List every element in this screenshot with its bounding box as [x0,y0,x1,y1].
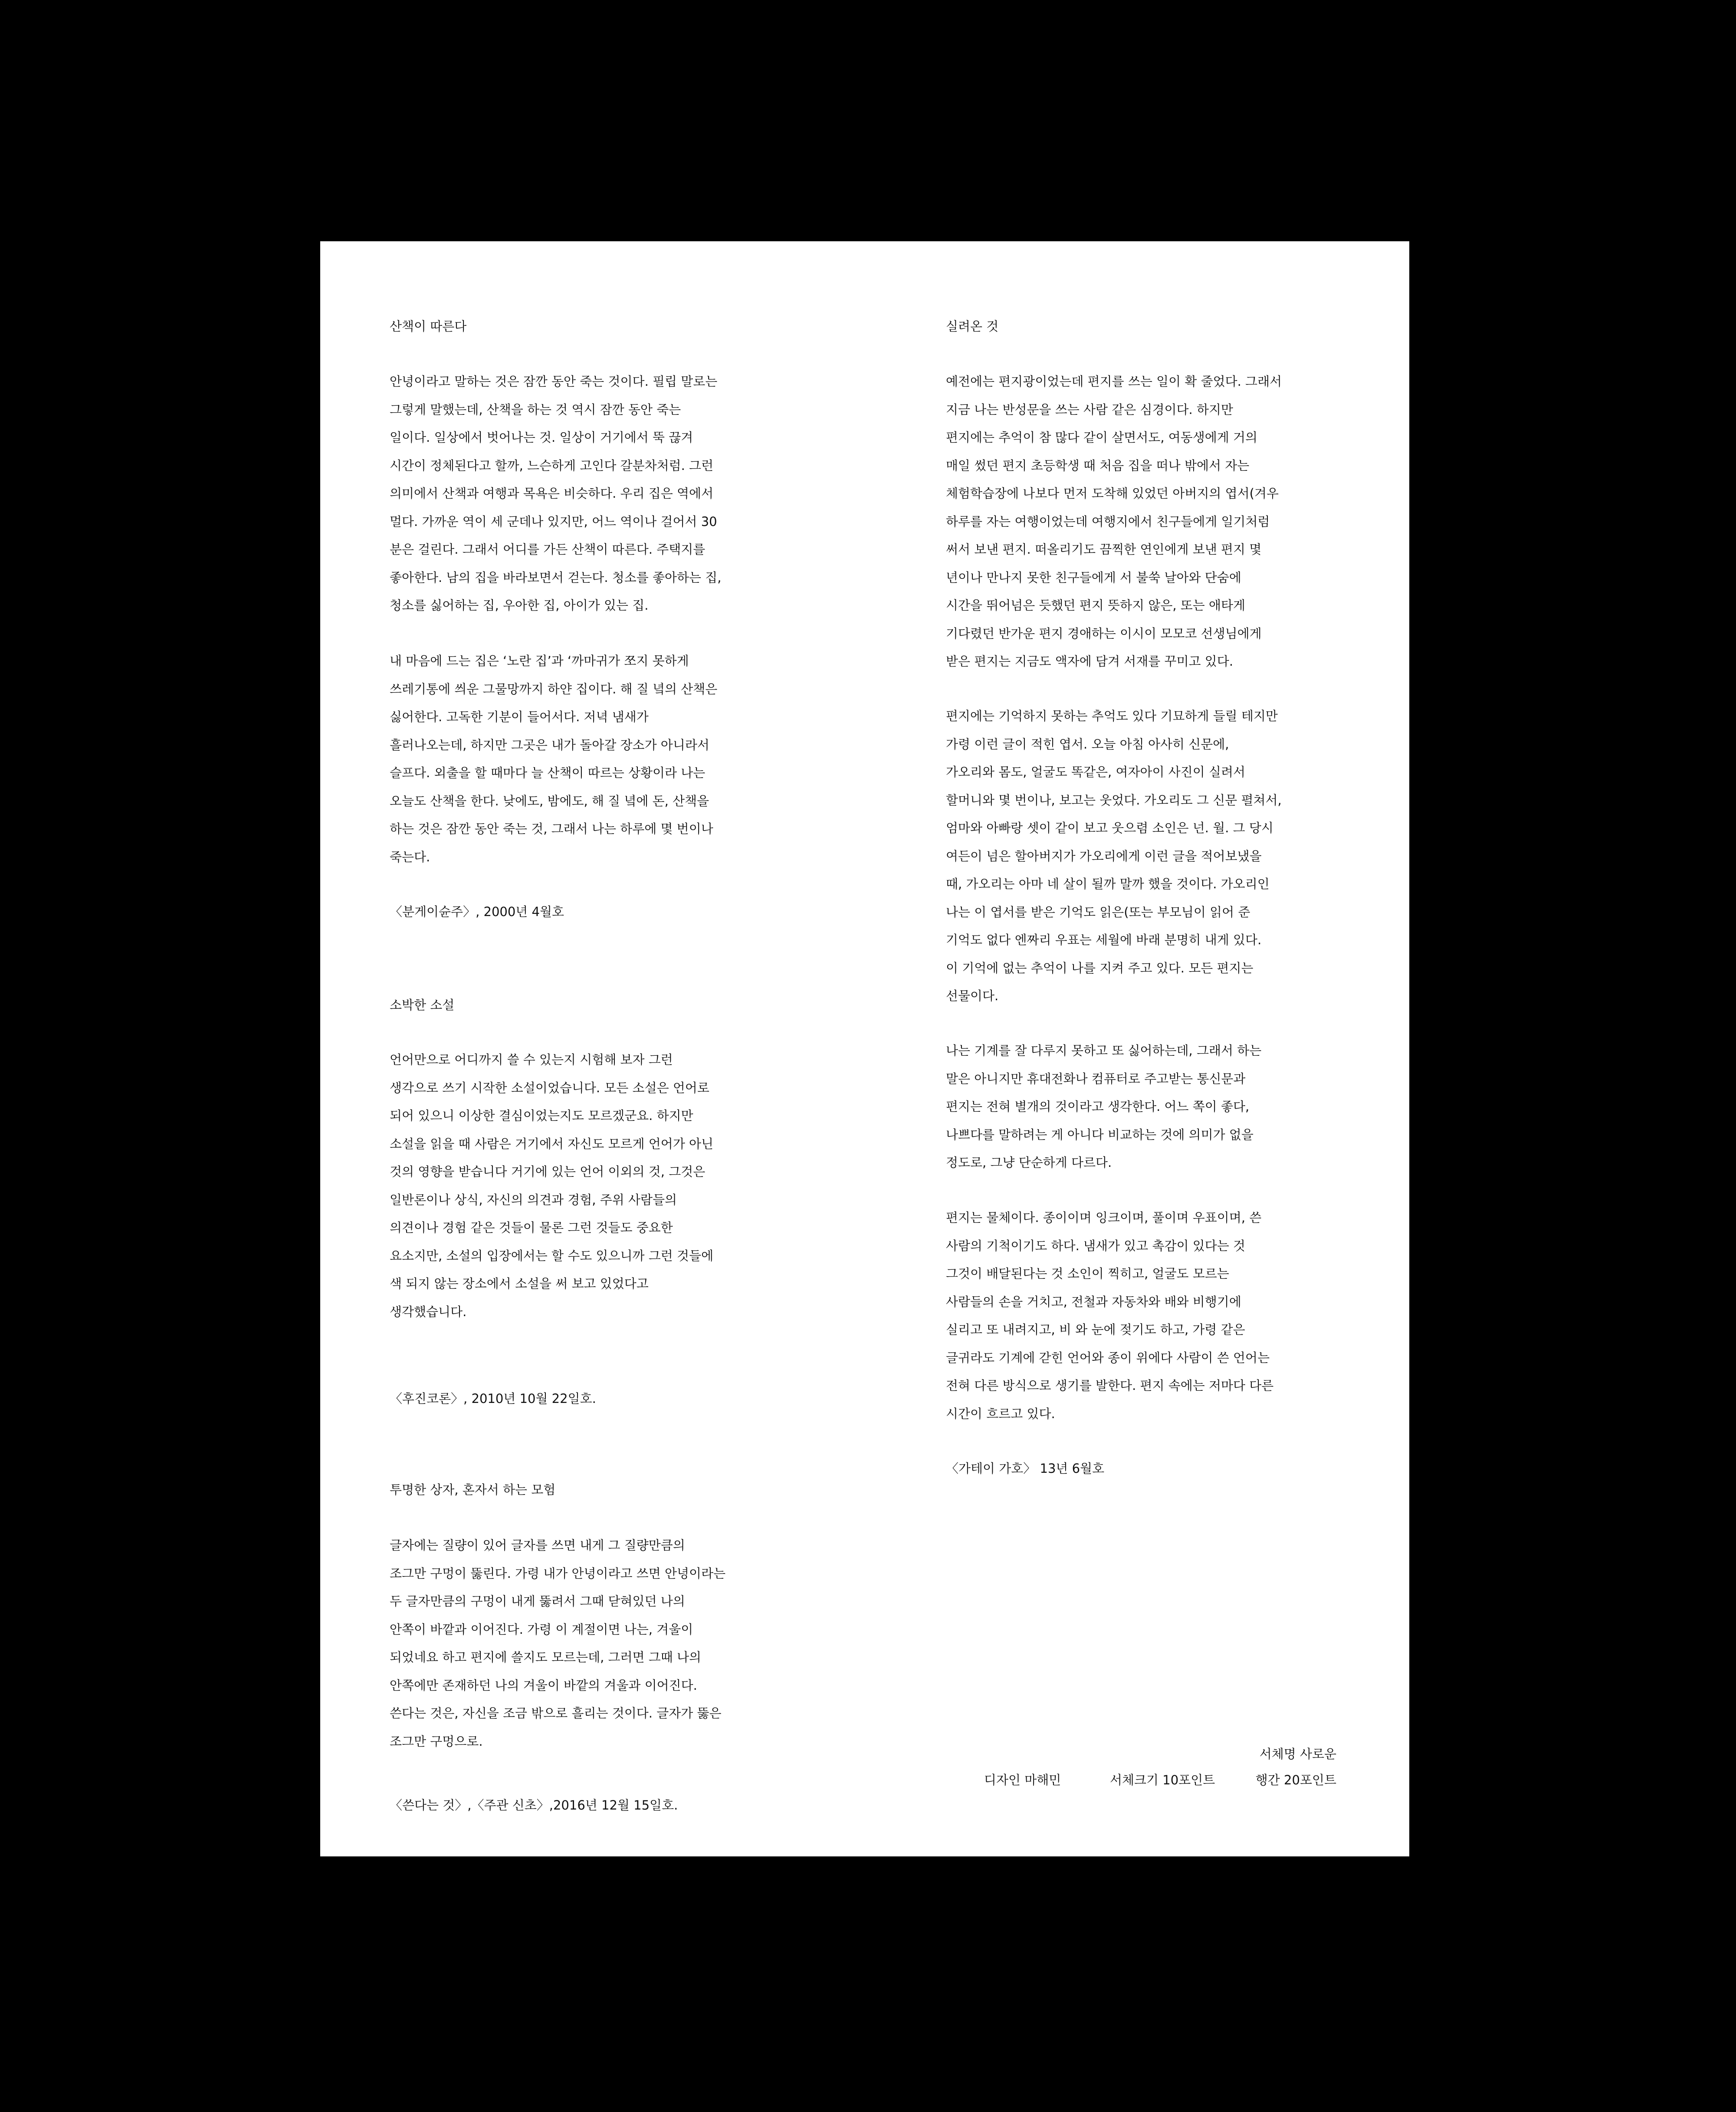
article-title: 투명한 상자, 혼자서 하는 모험 [390,1482,556,1497]
text-line: 쓰레기통에 씌운 그물망까지 하얀 집이다. 해 질 녘의 산책은 [390,681,718,696]
text-line: 그것이 배달된다는 것 소인이 찍히고, 얼굴도 모르는 [946,1266,1229,1281]
text-line: 것의 영향을 받습니다 거기에 있는 언어 이외의 것, 그것은 [390,1164,706,1179]
colophon-designer: 디자인 마해민 [984,1773,1061,1787]
text-line: 년이나 만나지 못한 친구들에게 서 불쑥 날아와 단숨에 [946,570,1241,585]
colophon-leading: 행간 20포인트 [1255,1773,1336,1787]
text-line: 선물이다. [946,989,999,1003]
text-line: 기억도 없다 엔짜리 우표는 세월에 바래 분명히 내게 있다. [946,933,1262,947]
text-line: 요소지만, 소설의 입장에서는 할 수도 있으니까 그런 것들에 [390,1248,714,1263]
text-line: 그렇게 말했는데, 산책을 하는 것 역시 잠깐 동안 죽는 [390,402,681,417]
text-line: 색 되지 않는 장소에서 소설을 써 보고 있었다고 [390,1276,649,1291]
text-line: 쓴다는 것은, 자신을 조금 밖으로 흘리는 것이다. 글자가 뚫은 [390,1706,722,1721]
article-title: 실려온 것 [946,319,999,334]
paragraph [946,1037,1261,1177]
text-line: 가령 이런 글이 적힌 엽서. 오늘 아침 아사히 신문에, [946,736,1229,752]
paragraph [390,368,722,620]
text-line: 말은 아니지만 휴대전화나 컴퓨터로 주고받는 통신문과 [946,1071,1246,1086]
text-line: 사람들의 손을 거치고, 전철과 자동차와 배와 비행기에 [946,1294,1241,1309]
colophon-font-size: 서체크기 10포인트 [1110,1773,1215,1787]
text-line: 시간이 정체된다고 할까, 느슨하게 고인다 갈분차처럼. 그런 [390,458,714,473]
text-line: 전혀 다른 방식으로 생기를 발한다. 편지 속에는 저마다 다른 [946,1378,1274,1393]
article-title: 소박한 소설 [390,998,455,1012]
text-line: 의미에서 산책과 여행과 목욕은 비슷하다. 우리 집은 역에서 [390,486,714,501]
article-source: 〈분게이슌주〉, 2000년 4월호 [390,904,564,919]
text-line: 오늘도 산책을 한다. 낮에도, 밤에도, 해 질 녘에 돈, 산책을 [390,793,709,808]
text-line: 편지에는 기억하지 못하는 추억도 있다 기묘하게 들릴 테지만 [946,709,1278,723]
paragraph [946,702,1282,1010]
text-line: 글귀라도 기계에 갇힌 언어와 종이 위에다 사람이 쓴 언어는 [946,1350,1270,1365]
colophon-typeface: 서체명 사로운 [1259,1747,1336,1761]
text-line: 생각으로 쓰기 시작한 소설이었습니다. 모든 소설은 언어로 [390,1080,709,1095]
text-line: 일반론이나 상식, 자신의 의견과 경험, 주위 사람들의 [390,1192,677,1207]
paragraph [390,1046,713,1326]
text-line: 하루를 자는 여행이었는데 여행지에서 친구들에게 일기처럼 [946,514,1270,529]
article-title: 산책이 따른다 [390,319,467,334]
text-line: 조그만 구멍으로. [390,1734,483,1749]
text-line: 엄마와 아빠랑 셋이 같이 보고 웃으렴 소인은 넌. 월. 그 당시 [946,821,1273,835]
article-source: 〈쓴다는 것〉,〈주관 신초〉,2016년 12월 15일호. [390,1798,678,1813]
text-line: 나쁘다를 말하려는 게 아니다 비교하는 것에 의미가 없을 [946,1127,1254,1142]
text-line: 받은 편지는 지금도 액자에 담겨 서재를 꾸미고 있다. [946,654,1234,669]
text-line: 소설을 읽을 때 사람은 거기에서 자신도 모르게 언어가 아닌 [390,1136,714,1151]
paragraph [946,1204,1273,1428]
text-line: 안쪽에만 존재하던 나의 겨울이 바깥의 겨울과 이어진다. [390,1678,697,1693]
text-line: 언어만으로 어디까지 쓸 수 있는지 시험해 보자 그런 [390,1052,673,1067]
text-line: 정도로, 그냥 단순하게 다르다. [946,1155,1112,1170]
text-line: 청소를 싫어하는 집, 우아한 집, 아이가 있는 집. [390,598,649,613]
text-line: 조그만 구멍이 뚫린다. 가령 내가 안녕이라고 쓰면 안녕이라는 [390,1566,726,1581]
paragraph [946,368,1282,676]
text-line: 사람의 기척이기도 하다. 냄새가 있고 촉감이 있다는 것 [946,1238,1246,1253]
text-line: 편지는 물체이다. 종이이며 잉크이며, 풀이며 우표이며, 쓴 [946,1210,1262,1225]
text-line: 글자에는 질량이 있어 글자를 쓰면 내게 그 질량만큼의 [390,1538,685,1553]
document-page [320,241,1409,1856]
text-line: 생각했습니다. [390,1304,467,1319]
text-line: 좋아한다. 남의 집을 바라보면서 걷는다. 청소를 좋아하는 집, [390,570,722,585]
text-line: 실리고 또 내려지고, 비 와 눈에 젖기도 하고, 가령 같은 [946,1322,1245,1337]
text-line: 체험학습장에 나보다 먼저 도착해 있었던 아버지의 엽서(겨우 [946,486,1279,501]
text-line: 시간이 흐르고 있다. [946,1406,1055,1421]
text-line: 안녕이라고 말하는 것은 잠깐 동안 죽는 것이다. 필립 말로는 [390,374,718,389]
text-line: 내 마음에 드는 집은 ‘노란 집’과 ‘까마귀가 쪼지 못하게 [390,654,689,668]
text-line: 싫어한다. 고독한 기분이 들어서다. 저녁 냄새가 [390,709,649,724]
text-line: 여든이 넘은 할아버지가 가오리에게 이런 글을 적어보냈을 [946,848,1262,864]
text-line: 가오리와 몸도, 얼굴도 똑같은, 여자아이 사진이 실려서 [946,765,1246,779]
text-line: 하는 것은 잠깐 동안 죽는 것, 그래서 나는 하루에 몇 번이나 [390,821,713,836]
text-line: 되어 있으니 이상한 결심이었는지도 모르겠군요. 하지만 [390,1108,693,1123]
text-line: 멀다. 가까운 역이 세 군데나 있지만, 어느 역이나 걸어서 30 [390,514,717,529]
text-line: 매일 썼던 편지 초등학생 때 처음 집을 떠나 밖에서 자는 [946,458,1250,473]
text-line: 이 기억에 없는 추억이 나를 지켜 주고 있다. 모든 편지는 [946,960,1254,976]
text-line: 편지에는 추억이 참 많다 같이 살면서도, 여동생에게 거의 [946,430,1258,445]
text-line: 지금 나는 반성문을 쓰는 사람 같은 심경이다. 하지만 [946,402,1234,417]
text-line: 의견이나 경험 같은 것들이 물론 그런 것들도 중요한 [390,1220,673,1235]
text-line: 예전에는 편지광이었는데 편지를 쓰는 일이 확 줄었다. 그래서 [946,374,1282,389]
text-line: 써서 보낸 편지. 떠올리기도 끔찍한 연인에게 보낸 편지 몇 [946,542,1262,557]
text-line: 기다렸던 반가운 편지 경애하는 이시이 모모코 선생님에게 [946,626,1262,641]
paragraph [390,1531,725,1755]
text-line: 흘러나오는데, 하지만 그곳은 내가 돌아갈 장소가 아니라서 [390,737,709,752]
text-line: 할머니와 몇 번이나, 보고는 웃었다. 가오리도 그 신문 펼쳐서, [946,792,1282,808]
text-line: 슬프다. 외출을 할 때마다 늘 산책이 따르는 상황이라 나는 [390,765,706,780]
text-line: 분은 걸린다. 그래서 어디를 가든 산책이 따른다. 주택지를 [390,542,706,557]
text-line: 때, 가오리는 아마 네 살이 될까 말까 했을 것이다. 가오리인 [946,877,1270,891]
text-line: 시간을 뛰어넘은 듯했던 편지 뜻하지 않은, 또는 애타게 [946,598,1246,613]
text-line: 편지는 전혀 별개의 것이라고 생각한다. 어느 쪽이 좋다, [946,1099,1250,1114]
text-line: 일이다. 일상에서 벗어나는 것. 일상이 거기에서 뚝 끊겨 [390,430,693,445]
text-line: 두 글자만큼의 구멍이 내게 뚫려서 그때 닫혀있던 나의 [390,1594,685,1609]
text-line: 죽는다. [390,849,430,864]
paragraph [390,647,717,871]
text-line: 나는 기계를 잘 다루지 못하고 또 싫어하는데, 그래서 하는 [946,1043,1262,1058]
text-line: 나는 이 엽서를 받은 기억도 읽은(또는 부모님이 읽어 준 [946,904,1250,920]
text-line: 안쪽이 바깥과 이어진다. 가령 이 계절이면 나는, 겨울이 [390,1622,693,1637]
article-source: 〈후진코론〉, 2010년 10월 22일호. [390,1391,596,1406]
article-source: 〈가테이 가호〉 13년 6월호 [946,1461,1105,1476]
text-line: 되었네요 하고 편지에 쓸지도 모르는데, 그러면 그때 나의 [390,1650,702,1665]
